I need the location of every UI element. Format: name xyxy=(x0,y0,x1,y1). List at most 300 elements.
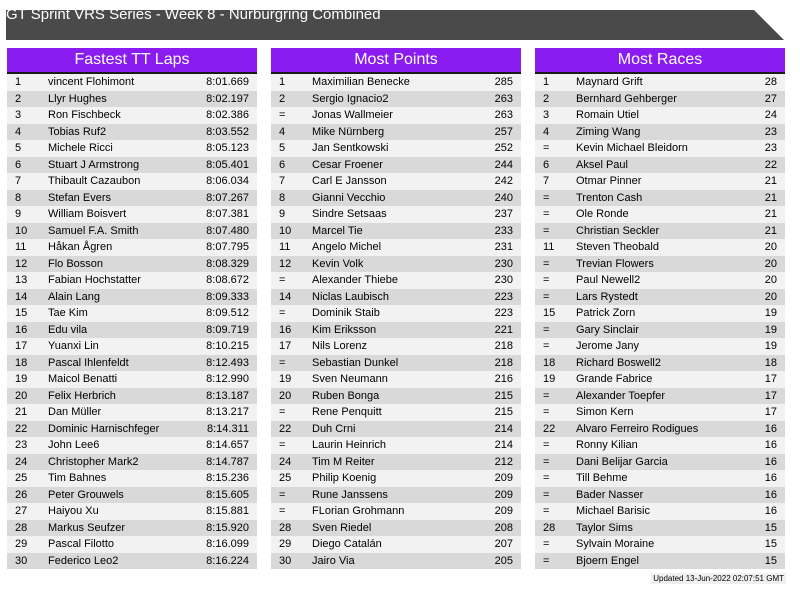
value-cell: 8:09.512 xyxy=(206,307,249,319)
table-row xyxy=(535,470,785,487)
driver-name-cell: Mike Nürnberg xyxy=(312,125,385,138)
value-cell: 230 xyxy=(494,257,513,270)
rank-cell: 3 xyxy=(15,109,22,121)
driver-name-cell: Romain Utiel xyxy=(576,109,639,121)
rank-cell: 16 xyxy=(279,323,292,336)
rank-cell: 3 xyxy=(543,109,550,121)
rank-cell: = xyxy=(279,439,286,451)
rank-cell: 28 xyxy=(279,521,292,534)
value-cell: 209 xyxy=(494,488,513,501)
table-row xyxy=(271,421,521,438)
table-row xyxy=(7,503,257,520)
rank-cell: 9 xyxy=(279,208,286,220)
driver-name-cell: Bjoern Engel xyxy=(576,554,639,567)
driver-name-cell: Llyr Hughes xyxy=(48,92,107,105)
rank-cell: 5 xyxy=(279,142,286,154)
table-row xyxy=(7,206,257,223)
rank-cell: 6 xyxy=(543,158,550,171)
value-cell: 252 xyxy=(494,142,513,154)
driver-name-cell: Peter Grouwels xyxy=(48,488,124,501)
table-row xyxy=(7,91,257,108)
value-cell: 8:16.224 xyxy=(206,554,249,567)
rank-cell: 7 xyxy=(543,175,550,187)
value-cell: 263 xyxy=(494,92,513,105)
value-cell: 21 xyxy=(764,191,777,204)
rank-cell: = xyxy=(543,142,550,154)
updated-timestamp: Updated 13-Jun-2022 02:07:51 GMT xyxy=(653,574,784,583)
driver-name-cell: Sven Riedel xyxy=(312,521,372,534)
driver-name-cell: Trevian Flowers xyxy=(576,257,654,270)
driver-name-cell: Federico Leo2 xyxy=(48,554,119,567)
rank-cell: 16 xyxy=(15,323,28,336)
value-cell: 8:08.672 xyxy=(206,274,249,286)
driver-name-cell: Paul Newell2 xyxy=(576,274,641,286)
value-cell: 230 xyxy=(494,274,513,286)
table-row xyxy=(271,305,521,322)
table-row xyxy=(535,404,785,421)
driver-name-cell: Tim M Reiter xyxy=(312,455,375,468)
rank-cell: 25 xyxy=(279,472,292,484)
table-row xyxy=(271,239,521,256)
value-cell: 8:10.215 xyxy=(206,340,249,352)
driver-name-cell: Till Behme xyxy=(576,472,628,484)
rank-cell: 7 xyxy=(279,175,286,187)
value-cell: 28 xyxy=(764,76,777,88)
value-cell: 19 xyxy=(764,323,777,336)
rank-cell: 13 xyxy=(15,274,28,286)
rank-cell: 4 xyxy=(279,125,286,138)
rank-cell: = xyxy=(543,472,550,484)
value-cell: 244 xyxy=(494,158,513,171)
rank-cell: = xyxy=(543,538,550,550)
value-cell: 205 xyxy=(494,554,513,567)
table-row xyxy=(535,140,785,157)
panel-header: Most Races xyxy=(535,48,785,74)
panel-header: Most Points xyxy=(271,48,521,74)
rank-cell: 12 xyxy=(279,257,292,270)
driver-name-cell: Dan Müller xyxy=(48,406,102,418)
table-row xyxy=(7,536,257,553)
rank-cell: = xyxy=(543,455,550,468)
table-row xyxy=(535,454,785,471)
value-cell: 216 xyxy=(494,373,513,385)
driver-name-cell: Fabian Hochstatter xyxy=(48,274,141,286)
driver-name-cell: Edu vila xyxy=(48,323,88,336)
driver-name-cell: Duh Crni xyxy=(312,422,356,435)
table-row xyxy=(7,289,257,306)
rank-cell: 20 xyxy=(15,389,28,402)
table-row xyxy=(271,206,521,223)
rank-cell: 23 xyxy=(15,439,28,451)
driver-name-cell: Grande Fabrice xyxy=(576,373,653,385)
rank-cell: 11 xyxy=(543,241,555,253)
panel-header: Fastest TT Laps xyxy=(7,48,257,74)
driver-name-cell: Trenton Cash xyxy=(576,191,643,204)
value-cell: 223 xyxy=(494,307,513,319)
value-cell: 15 xyxy=(764,538,777,550)
driver-name-cell: Maynard Grift xyxy=(576,76,643,88)
value-cell: 223 xyxy=(494,290,513,303)
table-row xyxy=(271,157,521,174)
driver-name-cell: Ruben Bonga xyxy=(312,389,380,402)
value-cell: 23 xyxy=(764,125,777,138)
driver-name-cell: Haiyou Xu xyxy=(48,505,99,517)
rank-cell: 2 xyxy=(279,92,286,105)
table-row xyxy=(7,371,257,388)
rank-cell: 15 xyxy=(543,307,556,319)
table-row xyxy=(7,74,257,91)
table-row xyxy=(535,256,785,273)
table-row xyxy=(271,289,521,306)
value-cell: 16 xyxy=(764,439,777,451)
driver-name-cell: Alvaro Ferreiro Rodigues xyxy=(576,422,699,435)
table-row xyxy=(535,338,785,355)
table-row xyxy=(7,404,257,421)
rank-cell: 12 xyxy=(15,257,28,270)
driver-name-cell: Dani Belijar Garcia xyxy=(576,455,668,468)
table-row xyxy=(535,107,785,124)
table-row xyxy=(535,388,785,405)
table-row xyxy=(271,553,521,570)
value-cell: 207 xyxy=(494,538,513,550)
rank-cell: 11 xyxy=(279,241,291,253)
table-row xyxy=(7,140,257,157)
rank-cell: 29 xyxy=(279,538,292,550)
rank-cell: = xyxy=(543,488,550,501)
value-cell: 8:07.480 xyxy=(206,224,249,237)
table-row xyxy=(271,256,521,273)
table-row xyxy=(271,272,521,289)
table-row xyxy=(271,74,521,91)
driver-name-cell: Markus Seufzer xyxy=(48,521,126,534)
table-row xyxy=(535,503,785,520)
rank-cell: 20 xyxy=(279,389,292,402)
driver-name-cell: FLorian Grohmann xyxy=(312,505,405,517)
value-cell: 16 xyxy=(764,488,777,501)
driver-name-cell: Ronny Kilian xyxy=(576,439,638,451)
rank-cell: 22 xyxy=(15,422,28,435)
table-row xyxy=(535,289,785,306)
rank-cell: 2 xyxy=(543,92,550,105)
rank-cell: 10 xyxy=(15,224,28,237)
driver-name-cell: Kim Eriksson xyxy=(312,323,377,336)
value-cell: 8:12.990 xyxy=(206,373,249,385)
driver-name-cell: Yuanxi Lin xyxy=(48,340,99,352)
most-races-panel xyxy=(535,48,785,569)
value-cell: 20 xyxy=(764,257,777,270)
table-row xyxy=(535,305,785,322)
value-cell: 24 xyxy=(764,109,777,121)
driver-name-cell: Kevin Michael Bleidorn xyxy=(576,142,688,154)
most-races-list xyxy=(535,74,785,569)
table-row xyxy=(7,322,257,339)
driver-name-cell: Kevin Volk xyxy=(312,257,364,270)
driver-name-cell: Pascal Filotto xyxy=(48,538,115,550)
rank-cell: 18 xyxy=(543,356,556,369)
value-cell: 215 xyxy=(494,389,513,402)
driver-name-cell: Flo Bosson xyxy=(48,257,104,270)
rank-cell: = xyxy=(279,488,286,501)
driver-name-cell: Gary Sinclair xyxy=(576,323,639,336)
driver-name-cell: Carl E Jansson xyxy=(312,175,387,187)
table-row xyxy=(271,470,521,487)
driver-name-cell: Michele Ricci xyxy=(48,142,113,154)
driver-name-cell: Samuel F.A. Smith xyxy=(48,224,139,237)
table-row xyxy=(7,454,257,471)
rank-cell: 19 xyxy=(543,373,556,385)
value-cell: 16 xyxy=(764,505,777,517)
rank-cell: 6 xyxy=(15,158,22,171)
rank-cell: 30 xyxy=(279,554,292,567)
rank-cell: 8 xyxy=(15,191,22,204)
value-cell: 23 xyxy=(764,142,777,154)
driver-name-cell: Otmar Pinner xyxy=(576,175,642,187)
driver-name-cell: vincent Flohimont xyxy=(48,76,135,88)
rank-cell: = xyxy=(279,274,286,286)
table-row xyxy=(271,107,521,124)
driver-name-cell: Aksel Paul xyxy=(576,158,628,171)
value-cell: 285 xyxy=(494,76,513,88)
value-cell: 27 xyxy=(764,92,777,105)
rank-cell: 17 xyxy=(279,340,292,352)
value-cell: 8:02.386 xyxy=(206,109,249,121)
value-cell: 17 xyxy=(764,373,777,385)
driver-name-cell: Jerome Jany xyxy=(576,340,639,352)
driver-name-cell: Steven Theobald xyxy=(576,241,659,253)
rank-cell: 22 xyxy=(543,422,556,435)
driver-name-cell: Cesar Froener xyxy=(312,158,383,171)
value-cell: 240 xyxy=(494,191,513,204)
rank-cell: 4 xyxy=(543,125,550,138)
driver-name-cell: Nils Lorenz xyxy=(312,340,368,352)
driver-name-cell: Alain Lang xyxy=(48,290,100,303)
driver-name-cell: Christian Seckler xyxy=(576,224,660,237)
rank-cell: 19 xyxy=(279,373,292,385)
table-row xyxy=(7,124,257,141)
value-cell: 263 xyxy=(494,109,513,121)
value-cell: 8:15.236 xyxy=(206,472,249,484)
table-row xyxy=(271,371,521,388)
driver-name-cell: Patrick Zorn xyxy=(576,307,636,319)
table-row xyxy=(535,173,785,190)
value-cell: 8:07.795 xyxy=(206,241,249,253)
table-row xyxy=(7,107,257,124)
table-row xyxy=(7,338,257,355)
value-cell: 209 xyxy=(494,505,513,517)
table-row xyxy=(271,404,521,421)
driver-name-cell: Sven Neumann xyxy=(312,373,388,385)
rank-cell: = xyxy=(543,191,550,204)
table-row xyxy=(7,355,257,372)
driver-name-cell: Michael Barisic xyxy=(576,505,650,517)
table-row xyxy=(7,157,257,174)
value-cell: 215 xyxy=(494,406,513,418)
table-row xyxy=(535,91,785,108)
rank-cell: 25 xyxy=(15,472,28,484)
table-row xyxy=(535,124,785,141)
rank-cell: 15 xyxy=(15,307,28,319)
driver-name-cell: Maximilian Benecke xyxy=(312,76,410,88)
rank-cell: = xyxy=(279,109,286,121)
rank-cell: 29 xyxy=(15,538,28,550)
rank-cell: 4 xyxy=(15,125,22,138)
rank-cell: 27 xyxy=(15,505,28,517)
table-row xyxy=(7,421,257,438)
driver-name-cell: Richard Boswell2 xyxy=(576,356,661,369)
value-cell: 8:07.381 xyxy=(206,208,249,220)
rank-cell: 22 xyxy=(279,422,292,435)
table-row xyxy=(271,355,521,372)
driver-name-cell: Stuart J Armstrong xyxy=(48,158,140,171)
table-row xyxy=(7,388,257,405)
rank-cell: 28 xyxy=(15,521,28,534)
driver-name-cell: Bernhard Gehberger xyxy=(576,92,677,105)
driver-name-cell: Diego Catalán xyxy=(312,538,382,550)
table-row xyxy=(535,206,785,223)
value-cell: 8:13.187 xyxy=(206,389,249,402)
value-cell: 242 xyxy=(494,175,513,187)
rank-cell: 8 xyxy=(279,191,286,204)
fastest-tt-laps-panel xyxy=(7,48,257,569)
value-cell: 257 xyxy=(494,125,513,138)
most-points-panel xyxy=(271,48,521,569)
table-row xyxy=(535,437,785,454)
value-cell: 8:09.719 xyxy=(206,323,249,336)
value-cell: 8:02.197 xyxy=(206,92,249,105)
table-row xyxy=(535,239,785,256)
table-row xyxy=(535,553,785,570)
table-row xyxy=(535,421,785,438)
table-row xyxy=(271,487,521,504)
table-row xyxy=(7,272,257,289)
rank-cell: = xyxy=(543,208,550,220)
driver-name-cell: Laurin Heinrich xyxy=(312,439,386,451)
driver-name-cell: Ron Fischbeck xyxy=(48,109,121,121)
table-row xyxy=(7,305,257,322)
table-row xyxy=(7,437,257,454)
value-cell: 208 xyxy=(494,521,513,534)
rank-cell: 24 xyxy=(15,455,28,468)
table-row xyxy=(535,536,785,553)
rank-cell: 17 xyxy=(15,340,28,352)
value-cell: 20 xyxy=(764,290,777,303)
rank-cell: 14 xyxy=(15,290,28,303)
value-cell: 17 xyxy=(764,406,777,418)
value-cell: 8:08.329 xyxy=(206,257,249,270)
rank-cell: = xyxy=(543,505,550,517)
table-row xyxy=(535,74,785,91)
value-cell: 8:01.669 xyxy=(206,76,249,88)
fastest-tt-laps-list xyxy=(7,74,257,569)
rank-cell: 19 xyxy=(15,373,28,385)
rank-cell: 24 xyxy=(279,455,292,468)
rank-cell: 7 xyxy=(15,175,22,187)
value-cell: 214 xyxy=(494,439,513,451)
table-row xyxy=(271,322,521,339)
driver-name-cell: Angelo Michel xyxy=(312,241,382,253)
value-cell: 19 xyxy=(764,340,777,352)
value-cell: 17 xyxy=(764,389,777,402)
driver-name-cell: Sindre Setsaas xyxy=(312,208,387,220)
driver-name-cell: Niclas Laubisch xyxy=(312,290,390,303)
driver-name-cell: Håkan Ågren xyxy=(48,241,113,253)
table-row xyxy=(7,223,257,240)
table-row xyxy=(7,487,257,504)
driver-name-cell: Ziming Wang xyxy=(576,125,641,138)
value-cell: 218 xyxy=(494,356,513,369)
value-cell: 22 xyxy=(764,158,777,171)
value-cell: 21 xyxy=(764,224,777,237)
driver-name-cell: Jan Sentkowski xyxy=(312,142,389,154)
table-row xyxy=(7,256,257,273)
rank-cell: 26 xyxy=(15,488,28,501)
rank-cell: 30 xyxy=(15,554,28,567)
rank-cell: 10 xyxy=(279,224,292,237)
value-cell: 221 xyxy=(494,323,513,336)
rank-cell: = xyxy=(543,389,550,402)
value-cell: 20 xyxy=(764,241,777,253)
rank-cell: = xyxy=(543,257,550,270)
rank-cell: = xyxy=(543,340,550,352)
rank-cell: 11 xyxy=(15,241,27,253)
driver-name-cell: Jonas Wallmeier xyxy=(312,109,393,121)
driver-name-cell: Tobias Ruf2 xyxy=(48,125,107,138)
table-row xyxy=(7,239,257,256)
driver-name-cell: Dominik Staib xyxy=(312,307,380,319)
value-cell: 8:14.787 xyxy=(206,455,249,468)
table-row xyxy=(535,355,785,372)
rank-cell: 14 xyxy=(279,290,292,303)
driver-name-cell: Bader Nasser xyxy=(576,488,644,501)
driver-name-cell: Lars Rystedt xyxy=(576,290,638,303)
table-row xyxy=(535,190,785,207)
driver-name-cell: Maicol Benatti xyxy=(48,373,118,385)
rank-cell: = xyxy=(279,307,286,319)
table-row xyxy=(7,520,257,537)
rank-cell: 5 xyxy=(15,142,22,154)
table-row xyxy=(271,124,521,141)
value-cell: 16 xyxy=(764,472,777,484)
rank-cell: = xyxy=(543,224,550,237)
value-cell: 8:13.217 xyxy=(206,406,249,418)
table-row xyxy=(271,91,521,108)
rank-cell: 9 xyxy=(15,208,22,220)
value-cell: 15 xyxy=(764,521,777,534)
driver-name-cell: Rune Janssens xyxy=(312,488,388,501)
rank-cell: = xyxy=(543,406,550,418)
table-row xyxy=(271,173,521,190)
rank-cell: 28 xyxy=(543,521,556,534)
driver-name-cell: Alexander Thiebe xyxy=(312,274,399,286)
driver-name-cell: Pascal Ihlenfeldt xyxy=(48,356,129,369)
table-row xyxy=(271,503,521,520)
rank-cell: = xyxy=(543,439,550,451)
value-cell: 18 xyxy=(764,356,777,369)
value-cell: 231 xyxy=(494,241,513,253)
value-cell: 214 xyxy=(494,422,513,435)
rank-cell: 18 xyxy=(15,356,28,369)
value-cell: 233 xyxy=(494,224,513,237)
table-row xyxy=(271,223,521,240)
table-row xyxy=(535,520,785,537)
rank-cell: = xyxy=(543,554,550,567)
rank-cell: = xyxy=(279,356,286,369)
driver-name-cell: Tae Kim xyxy=(48,307,88,319)
driver-name-cell: William Boisvert xyxy=(48,208,127,220)
driver-name-cell: Alexander Toepfer xyxy=(576,389,666,402)
rank-cell: 1 xyxy=(15,76,22,88)
value-cell: 218 xyxy=(494,340,513,352)
